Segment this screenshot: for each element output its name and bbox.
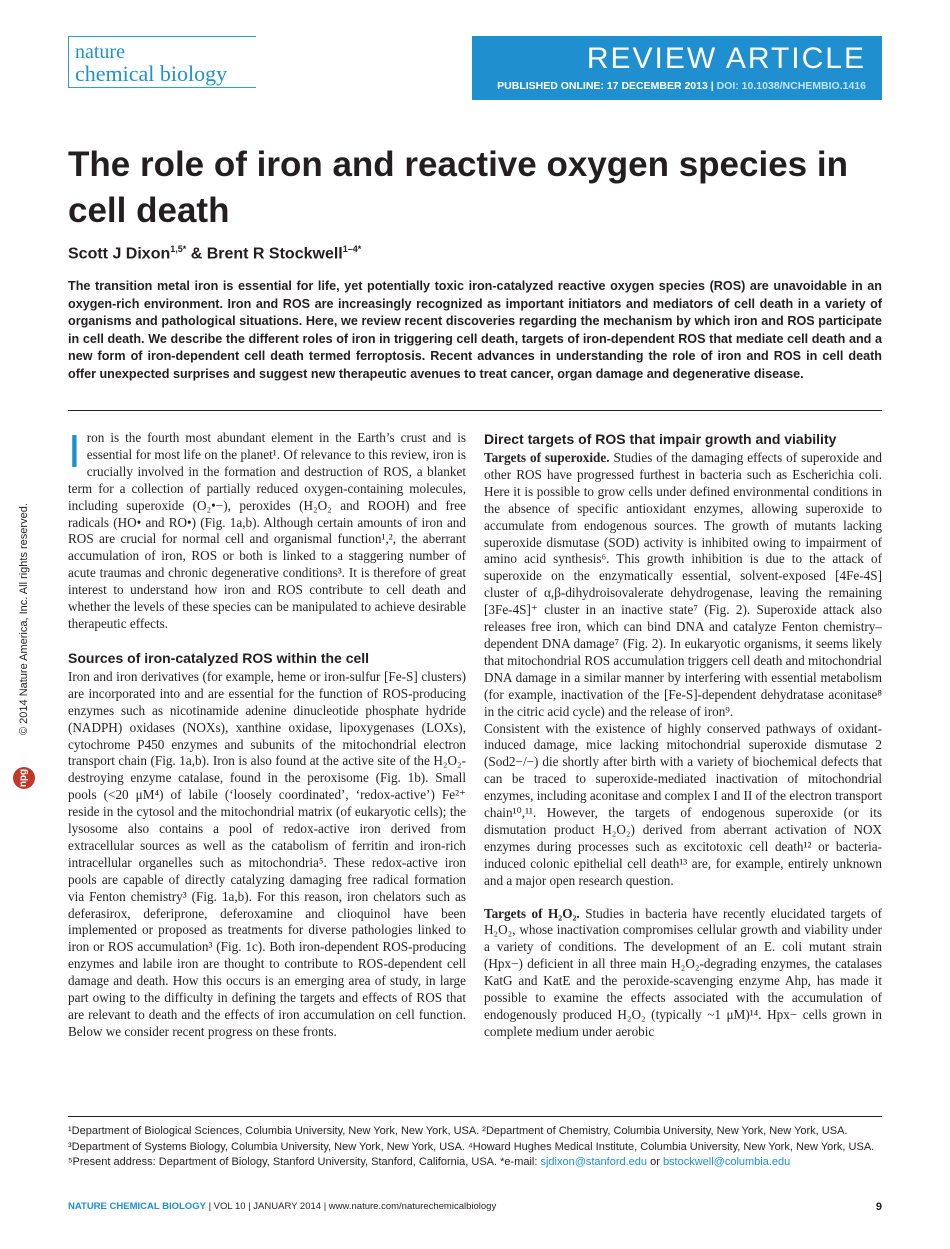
drop-cap: I	[68, 425, 81, 477]
body-paragraph: Consistent with the existence of highly conserved pathways of oxidant-induced damage, mice lacking mitochondrial superoxide dismutase 2 (Sod2−/−) die shortly after birth with a variety of biochemical defects that can be traced to superoxide-mediated inactivation of mitochondrial enzymes, including aconitase and complex I and II of the electron transport chain¹⁰,¹¹. However, the targets of endogenous superoxide (or its dismutation product H₂O₂) derived from aberrant activation of NOX enzymes during processes such as excitotoxic cell death¹² or bacteria-induced colonic epithelial cell death¹³ are, for example, entirely unknown and a major open research question.	[484, 720, 882, 888]
author-affiliation: 1–4*	[342, 244, 362, 254]
section-heading: Direct targets of ROS that impair growth and viability	[484, 431, 837, 447]
intro-paragraph	[68, 425, 466, 633]
abstract-divider	[68, 410, 882, 411]
published-date: PUBLISHED ONLINE: 17 DECEMBER 2013	[497, 80, 708, 92]
article-type: REVIEW ARTICLE	[586, 42, 866, 75]
abstract: The transition metal iron is essential for life, yet potentially toxic iron-catalyzed reactive oxygen species (ROS) are unavoidable in an oxygen-rich environment. Iron and ROS are increasingly recognized as important initiators and mediators of cell death in a variety of organisms and pathological situations. Here, we review recent discoveries regarding the mechanism by which iron and ROS participate in cell death. We describe the different roles of iron in triggering cell death, targets of iron-dependent ROS that mediate cell death and a new form of iron-dependent cell death termed ferroptosis. Recent advances in understanding the role of iron and ROS in cell death offer unexpected surprises and suggest new therapeutic avenues to treat cancer, organ damage and degenerative disease.	[68, 279, 882, 381]
footnote-connector: or	[647, 1156, 663, 1168]
article-type-banner	[472, 36, 882, 100]
article-title: The role of iron and reactive oxygen species in cell death	[68, 145, 848, 230]
author-separator: &	[186, 245, 207, 263]
right-column	[484, 430, 882, 1041]
footer-journal: NATURE CHEMICAL BIOLOGY	[68, 1201, 206, 1212]
paragraph-text: Studies in bacteria have recently elucidated targets of H₂O₂, whose inactivation compromises cellular growth and viability under a variety of conditions. The development of an E. coli mutant strain (Hpx−) deficient in all three main H₂O₂-degrading enzymes, the catalases KatG and KatE and the peroxide-scavenging enzyme Ahp, has made it possible to examine the effects associated with the accumulation of endogenously produced H₂O₂ (typically ~1 μM)¹⁴. Hpx− cells grown in complete medium under aerobic	[484, 905, 882, 1039]
journal-name-line2: chemical biology	[75, 61, 228, 86]
body-paragraph: Iron and iron derivatives (for example, heme or iron-sulfur [Fe-S] clusters) are incorporated into and are essential for the function of ROS-producing enzymes such as nicotinamide adenine dinucleotide phosphate hydride (NADPH) oxidases (NOXs), xanthine oxidase, lipoxygenases (LOXs), cytochrome P450 enzymes and subunits of the mitochondrial electron transport chain (Fig. 1a,b). Iron is also found at the active site of the H₂O₂-destroying enzyme catalase, found in the peroxisome (Fig. 1b). Small pools (<20 μM⁴) of labile (‘loosely coordinated’, ‘redox-active’) Fe²⁺ reside in the cytosol and the mitochondrial matrix (of eukaryotic cells); the lysosome also contains a pool of redox-active iron derived from extracellular sources as well as the catabolism of ferritin and iron-rich intracellular organelles such as mitochondria⁵. These redox-active iron pools are capable of directly catalyzing damaging free radical formation via Fenton chemistry³ (Fig. 1a,b). For this reason, iron chelators such as deferasirox, deferiprone, deferoxamine and clioquinol have been implemented or proposed as treatments for diverse pathologies linked to iron or ROS accumulation³ (Fig. 1c). Both iron-dependent ROS-producing enzymes and labile iron are thought to contribute to ROS-dependent cell damage and death. How this occurs is an emerging area of study, in large part owing to the difficulty in defining the targets and effects of ROS that are relevant to death and the effects of iron accumulation on cell function. Below we consider recent progress on these fronts.	[68, 668, 466, 1039]
affiliations-footnote	[68, 1124, 882, 1171]
journal-logo	[68, 36, 256, 88]
page-number: 9	[875, 1201, 882, 1213]
footnote-divider	[68, 1116, 882, 1117]
footer-issue: | VOL 10 | JANUARY 2014 | www.nature.com/naturechemicalbiology	[205, 1201, 497, 1212]
email-link[interactable]: sjdixon@stanford.edu	[540, 1156, 648, 1168]
page-footer	[68, 1201, 882, 1217]
doi-link[interactable]: DOI: 10.1038/NCHEMBIO.1416	[716, 80, 866, 92]
intro-text: ron is the fourth most abundant element in the Earth’s crust and is essential for most life on the planet¹. Of relevance to this review, iron is crucially involved in the formation and destruction of ROS, a blanket term for a collection of partially reduced oxygen-containing molecules, including superoxide (O₂•−), peroxides (H₂O₂ and ROOH) and free radicals (HO• and RO•) (Fig. 1a,b). Although certain amounts of iron and ROS are crucial for normal cell and organismal function¹,², the aberrant accumulation of iron, ROS or both is linked to a staggering number of acute traumas and chronic degenerative conditions³. It is therefore of great interest to understand how iron and ROS contribute to cell death and whether the levels of these species can be manipulated to achieve desirable therapeutic effects.	[68, 430, 466, 631]
journal-name-line1: nature	[75, 41, 125, 63]
left-column	[68, 425, 466, 1041]
author-name: Scott J Dixon	[68, 245, 171, 263]
email-link[interactable]: bstockwell@columbia.edu	[662, 1156, 791, 1168]
author-list	[68, 244, 361, 263]
section-heading: Sources of iron-catalyzed ROS within the cell	[68, 649, 370, 666]
author-name: Brent R Stockwell	[206, 245, 343, 263]
subsection-heading: Targets of superoxide.	[484, 450, 610, 465]
copyright-notice: © 2014 Nature America, Inc. All rights reserved.	[18, 503, 30, 735]
subsection-heading: Targets of H₂O₂.	[484, 905, 580, 921]
author-affiliation: 1,5*	[170, 244, 187, 254]
affiliations-text: ¹Department of Biological Sciences, Columbia University, New York, New York, USA. ²Department of Chemistry, Columbia University, New York, New York, USA. ³Department of Systems Biology, Columbia University, New York, New York, USA. ⁴Howard Hughes Medical Institute, Columbia University, New York, New York, USA. ⁵Present address: Department of Biology, Stanford University, Stanford, California, USA. *e-mail:	[68, 1125, 875, 1168]
publication-info: PUBLISHED ONLINE: 17 DECEMBER 2013 | DOI: 10.1038/NCHEMBIO.1416	[497, 80, 866, 92]
paragraph-text: Studies of the damaging effects of superoxide and other ROS have progressed furthest in bacteria such as Escherichia coli. Here it is possible to grow cells under defined environmental conditions in the absence of specific antioxidant enzymes, allowing superoxide to accumulate from endogenous sources. The growth of mutants lacking superoxide dismutase (SOD) activity is inhibited owing to impairment of amino acid synthesis⁶. This growth inhibition is due to the attack of superoxide on the enzymatically essential, solvent-exposed [4Fe-4S] cluster of α,β-dihydroisovalerate dehydrogenase, leaving the remaining [3Fe-4S]⁺ cluster in an inactive state⁷ (Fig. 2). Superoxide attack also releases free iron, which can bind DNA and catalyze Fenton chemistry–dependent DNA damage⁷ (Fig. 2). In eukaryotic organisms, it seems likely that mitochondrial ROS accumulation triggers cell death and mitochondrial DNA damage in a similar manner by interfering with essential metabolism (for example, inactivation of the [Fe-S]-dependent dehydratase aconitase⁸ in the citric acid cycle) and the release of iron⁹.	[484, 450, 882, 719]
npg-logo: npg	[13, 767, 35, 789]
